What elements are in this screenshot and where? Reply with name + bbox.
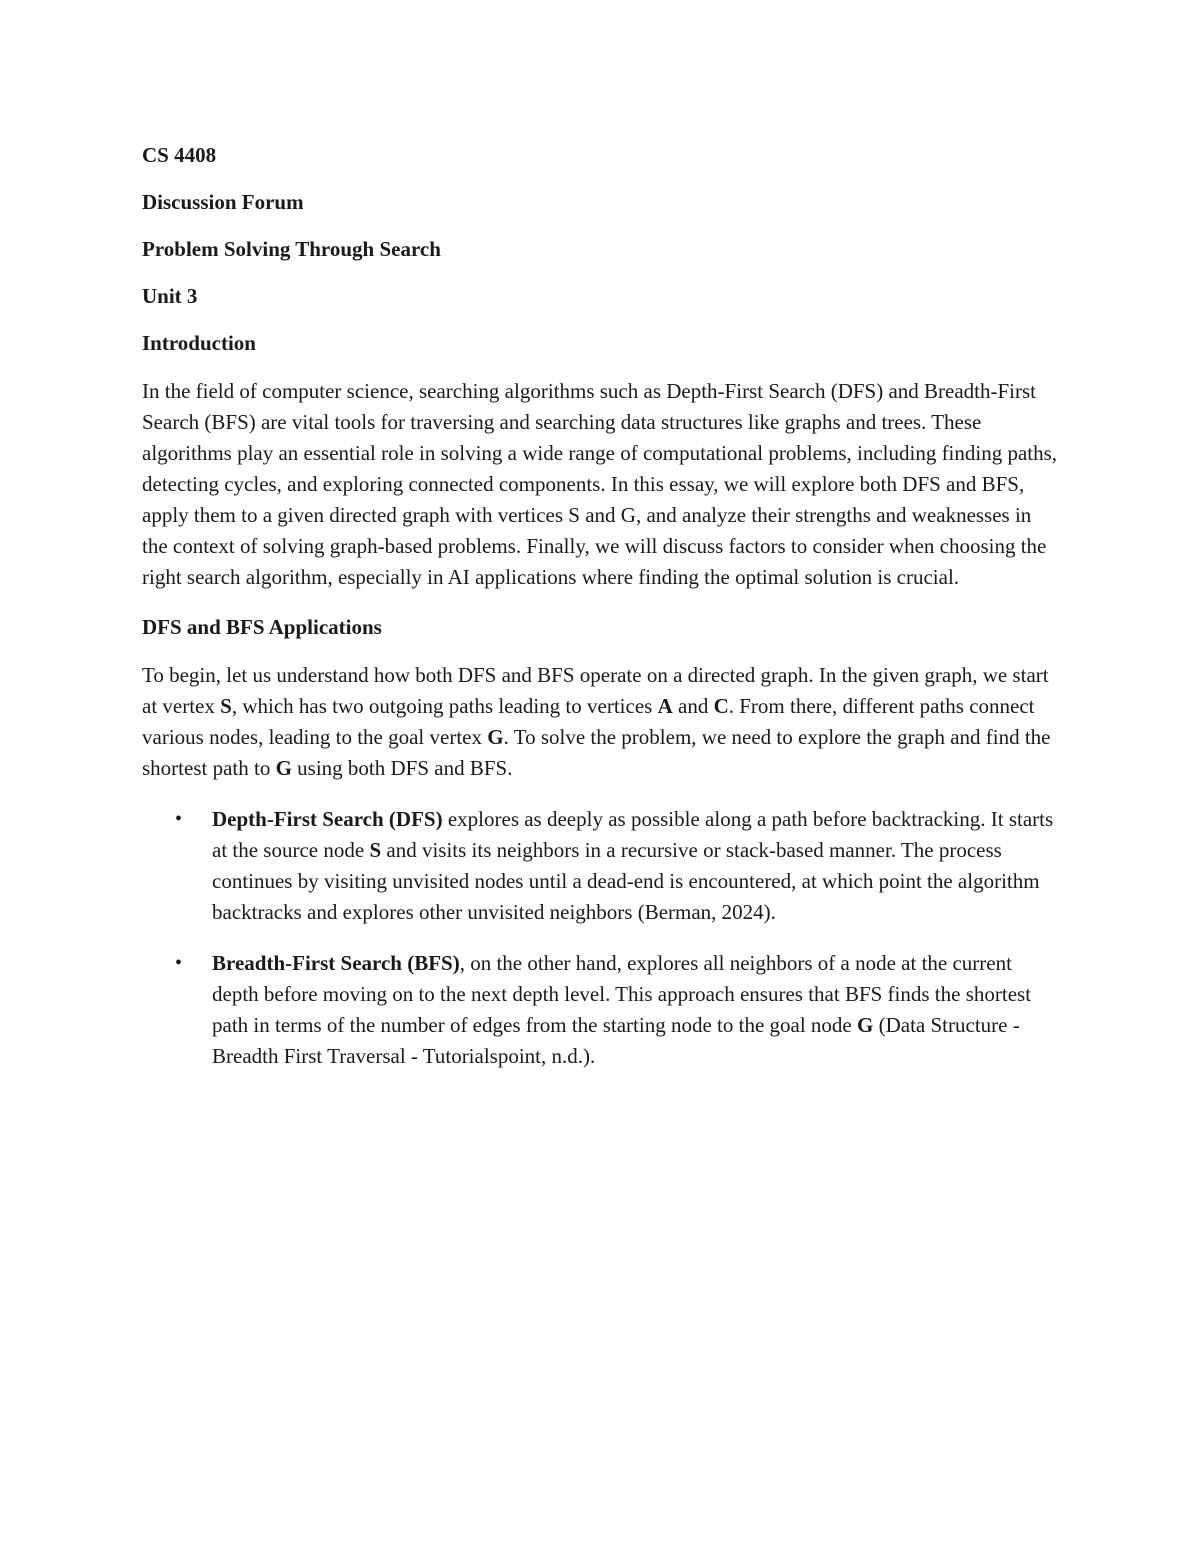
vertex-g: G (487, 725, 504, 749)
intro-paragraph: In the field of computer science, searching algorithms such as Depth-First Search (DFS) and Breadth-First Search (BFS) are vital tools for traversing and searching data structures like graphs and trees. These algorithms play an essential role in solving a wide range of computational problems, including finding paths, detecting cycles, and exploring connected components. In this essay, we will explore both DFS and BFS, apply them to a given directed graph with vertices S and G, and analyze their strengths and weaknesses in the context of solving graph-based problems. Finally, we will discuss factors to consider when choosing the right search algorithm, especially in AI applications where finding the optimal solution is crucial. (142, 379, 1058, 589)
applications-text-5: . To solve the problem, we need to explore the graph and find the shortest path to (142, 725, 1051, 780)
applications-text-1: To begin, let us understand how both DFS and BFS operate on a directed graph. In the given graph, we start at vertex (142, 663, 1049, 718)
course-code: CS 4408 (142, 143, 217, 167)
document-page (142, 141, 1062, 1086)
bullet-icon: • (175, 952, 183, 974)
bfs-node: G (857, 1013, 874, 1037)
algorithm-list (142, 804, 1062, 1072)
dfs-term: Depth-First Search (DFS) (212, 807, 443, 831)
applications-text-3: and (672, 694, 714, 718)
bfs-text-2: (Data Structure - Breadth First Traversal - Tutorialspoint, n.d.). (212, 1013, 1020, 1068)
applications-paragraph (142, 660, 1062, 784)
dfs-text-1: explores as deeply as possible along a path before backtracking. It starts at the source node (212, 807, 1054, 862)
applications-text-2: , which has two outgoing paths leading to vertices (231, 694, 658, 718)
topic-title: Problem Solving Through Search (142, 237, 441, 261)
applications-heading: DFS and BFS Applications (142, 615, 382, 639)
bullet-icon: • (175, 808, 183, 830)
applications-text-4: . From there, different paths connect various nodes, leading to the goal vertex (142, 694, 1035, 749)
unit-label: Unit 3 (142, 284, 198, 308)
dfs-text-2: and visits its neighbors in a recursive or stack-based manner. The process continues by visiting unvisited nodes until a dead-end is encountered, at which point the algorithm backtracks and explores other unvisited neighbors (Berman, 2024). (212, 838, 1040, 924)
vertex-s: S (220, 694, 232, 718)
intro-heading: Introduction (142, 331, 256, 355)
forum-label: Discussion Forum (142, 190, 304, 214)
vertex-g-2: G (275, 756, 292, 780)
list-item-bfs (142, 948, 1062, 1072)
bfs-text-1: , on the other hand, explores all neighbors of a node at the current depth before moving on to the next depth level. This approach ensures that BFS finds the shortest path in terms of the number of edges from the starting node to the goal node (212, 951, 1032, 1037)
list-item-dfs (142, 804, 1062, 928)
dfs-node: S (369, 838, 382, 862)
vertex-a: A (657, 694, 673, 718)
bfs-term: Breadth-First Search (BFS) (212, 951, 460, 975)
vertex-c: C (713, 694, 729, 718)
applications-text-6: using both DFS and BFS. (291, 756, 513, 780)
